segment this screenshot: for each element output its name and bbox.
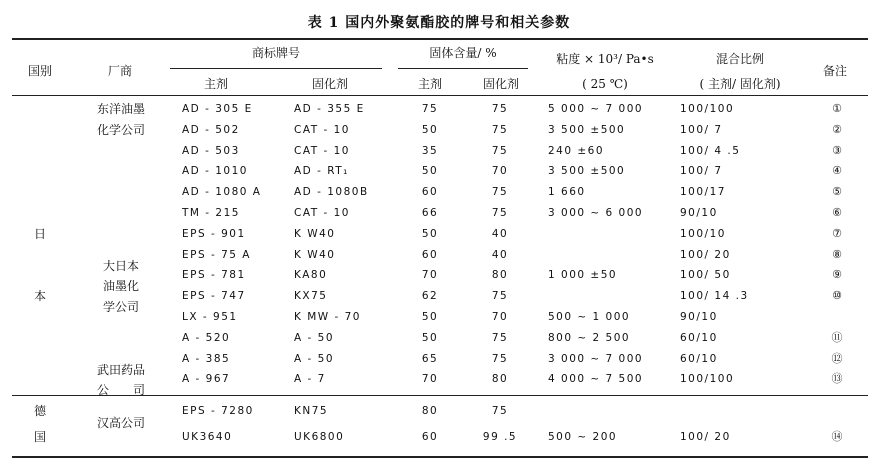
cell-solid-main: 75 [421, 103, 439, 115]
cell-solid-main: 65 [421, 352, 439, 365]
cell-cure: A - 50 [294, 352, 335, 365]
header-viscosity-temp: ( 25 ℃) [582, 77, 628, 91]
cell-solid-cure: 80 [491, 269, 509, 282]
cell-ratio: 100/100 [680, 103, 735, 115]
cell-solid-cure: 75 [491, 123, 509, 136]
cell-solid-cure: 75 [491, 186, 509, 199]
header-brand-cure: 固化剂 [311, 77, 348, 91]
cell-main: AD - 1080 A [182, 186, 262, 199]
cell-cure: K MW - 70 [294, 311, 361, 323]
cell-solid-cure: 75 [491, 352, 509, 365]
cell-solid-cure: 75 [491, 290, 509, 303]
cell-viscosity: 3 000 ~ 7 000 [548, 352, 644, 365]
header-solid: 固体含量/ % [429, 46, 497, 60]
maker-label: 学公司 [102, 300, 139, 315]
cell-solid-cure: 75 [491, 331, 509, 344]
cell-main: EPS - 781 [182, 269, 246, 282]
cell-remark: ⑦ [832, 226, 842, 240]
cell-main: EPS - 75 A [182, 248, 251, 261]
cell-viscosity: 1 000 ±50 [548, 269, 618, 282]
cell-solid-main: 35 [421, 144, 439, 157]
cell-remark: ⑫ [831, 351, 843, 365]
cell-remark: ② [832, 122, 842, 136]
cell-viscosity: 3 000 ~ 6 000 [548, 207, 644, 219]
maker-label: 公 司 [96, 383, 145, 398]
header-brand: 商标牌号 [251, 46, 300, 60]
header-viscosity: 粘度 × 10³/ Pa•s [556, 52, 654, 66]
cell-remark: ⑪ [831, 330, 843, 344]
brand-subrule [170, 68, 382, 69]
cell-ratio: 60/10 [680, 331, 718, 344]
cell-ratio: 100/ 4 .5 [680, 144, 741, 157]
cell-main: TM - 215 [182, 207, 240, 219]
cell-solid-main: 50 [421, 227, 439, 240]
cell-solid-main: 60 [421, 186, 439, 199]
cell-solid-main: 50 [421, 123, 439, 136]
cell-solid-cure: 75 [491, 144, 509, 157]
cell-solid-cure: 80 [491, 373, 509, 386]
cell-viscosity: 240 ±60 [548, 144, 605, 157]
maker-label: 武田药品 [96, 362, 145, 377]
header-brand-main: 主剂 [203, 77, 228, 91]
cell-main: A - 385 [182, 352, 231, 365]
header-ratio: 混合比例 [715, 52, 764, 66]
cell-viscosity: 4 000 ~ 7 500 [548, 373, 644, 386]
cell-ratio: 100/ 50 [680, 269, 731, 282]
cell-ratio: 100/ 14 .3 [680, 290, 749, 303]
maker-label: 大日本 [102, 258, 139, 273]
cell-solid-main: 60 [421, 430, 439, 443]
country-label: 本 [33, 289, 46, 304]
cell-solid-main: 50 [421, 311, 439, 323]
cell-remark: ⑧ [832, 247, 842, 261]
cell-remark: ③ [832, 143, 842, 157]
cell-ratio: 100/ 20 [680, 430, 731, 443]
cell-cure: CAT - 10 [294, 207, 350, 219]
top-rule [12, 38, 868, 40]
cell-solid-cure: 70 [491, 311, 509, 323]
cell-solid-cure: 75 [491, 103, 509, 115]
cell-solid-main: 60 [421, 248, 439, 261]
cell-ratio: 100/ 20 [680, 248, 731, 261]
cell-main: EPS - 747 [182, 290, 246, 303]
cell-solid-cure: 99 .5 [482, 430, 518, 443]
cell-main: UK3640 [182, 430, 233, 443]
cell-cure: KX75 [294, 290, 328, 303]
cell-ratio: 100/100 [680, 373, 735, 386]
cell-main: A - 520 [182, 331, 231, 344]
cell-viscosity: 800 ~ 2 500 [548, 331, 631, 344]
cell-cure: K W40 [294, 227, 336, 240]
cell-main: AD - 305 E [182, 103, 253, 115]
cell-solid-main: 50 [421, 165, 439, 178]
cell-solid-main: 66 [421, 207, 439, 219]
cell-cure: K W40 [294, 248, 336, 261]
cell-ratio: 90/10 [680, 207, 718, 219]
maker-label: 化学公司 [96, 122, 145, 137]
cell-viscosity: 3 500 ±500 [548, 123, 626, 136]
maker-label: 东洋油墨 [96, 102, 145, 116]
cell-remark: ⑥ [832, 206, 842, 219]
country-label: 国 [33, 430, 46, 444]
cell-ratio: 100/ 7 [680, 165, 723, 178]
cell-ratio: 90/10 [680, 311, 718, 323]
cell-main: AD - 1010 [182, 165, 248, 178]
cell-remark: ⑩ [832, 289, 842, 303]
cell-cure: AD - RT₁ [294, 165, 349, 178]
cell-cure: CAT - 10 [294, 123, 350, 136]
table-title: 表 1 国内外聚氨酯胶的牌号和相关参数 [307, 15, 571, 31]
cell-remark: ① [832, 102, 842, 115]
cell-main: LX - 951 [182, 311, 238, 323]
cell-solid-cure: 75 [491, 207, 509, 219]
cell-viscosity: 1 660 [548, 186, 586, 199]
cell-solid-cure: 75 [491, 405, 509, 417]
cell-ratio: 100/10 [680, 227, 726, 240]
cell-viscosity: 500 ~ 1 000 [548, 311, 631, 323]
cell-viscosity: 5 000 ~ 7 000 [548, 103, 644, 115]
cell-remark: ⑬ [831, 372, 843, 386]
cell-cure: A - 7 [294, 373, 326, 386]
header-remark: 备注 [822, 64, 847, 78]
cell-solid-main: 80 [421, 405, 439, 417]
cell-solid-cure: 40 [491, 227, 509, 240]
cell-solid-cure: 40 [491, 248, 509, 261]
header-maker: 厂商 [107, 64, 132, 78]
solid-subrule [398, 68, 528, 69]
cell-solid-cure: 70 [491, 165, 509, 178]
cell-ratio: 100/ 7 [680, 123, 723, 136]
cell-solid-main: 70 [421, 269, 439, 282]
header-solid-main: 主剂 [417, 77, 442, 91]
cell-cure: AD - 1080B [294, 186, 369, 199]
cell-remark: ⑨ [832, 268, 842, 282]
cell-cure: UK6800 [294, 430, 345, 443]
cell-main: EPS - 7280 [182, 405, 254, 417]
cell-ratio: 100/17 [680, 186, 726, 199]
cell-ratio: 60/10 [680, 352, 718, 365]
cell-cure: CAT - 10 [294, 144, 350, 157]
cell-cure: A - 50 [294, 331, 335, 344]
header-country: 国别 [27, 64, 52, 78]
cell-viscosity: 500 ~ 200 [548, 430, 618, 443]
header-solid-cure: 固化剂 [482, 77, 519, 91]
bottom-rule [12, 456, 868, 458]
cell-cure: KN75 [294, 405, 329, 417]
cell-remark: ④ [832, 164, 842, 178]
cell-solid-main: 70 [421, 373, 439, 386]
cell-viscosity: 3 500 ±500 [548, 165, 626, 178]
maker-label: 汉高公司 [96, 416, 145, 430]
header-ratio-sub: ( 主剂/ 固化剂) [699, 77, 781, 91]
maker-label: 油墨化 [102, 279, 139, 294]
cell-main: AD - 502 [182, 123, 240, 136]
cell-cure: KA80 [294, 269, 328, 282]
cell-main: A - 967 [182, 373, 231, 386]
cell-solid-main: 62 [421, 290, 439, 303]
cell-cure: AD - 355 E [294, 103, 365, 115]
country-label: 日 [33, 226, 46, 241]
cell-main: EPS - 901 [182, 227, 246, 240]
cell-remark: ⑭ [831, 429, 843, 443]
header-rule [12, 95, 868, 96]
cell-main: AD - 503 [182, 144, 240, 157]
cell-remark: ⑤ [832, 185, 842, 199]
cell-solid-main: 50 [421, 331, 439, 344]
country-label: 德 [33, 404, 46, 418]
